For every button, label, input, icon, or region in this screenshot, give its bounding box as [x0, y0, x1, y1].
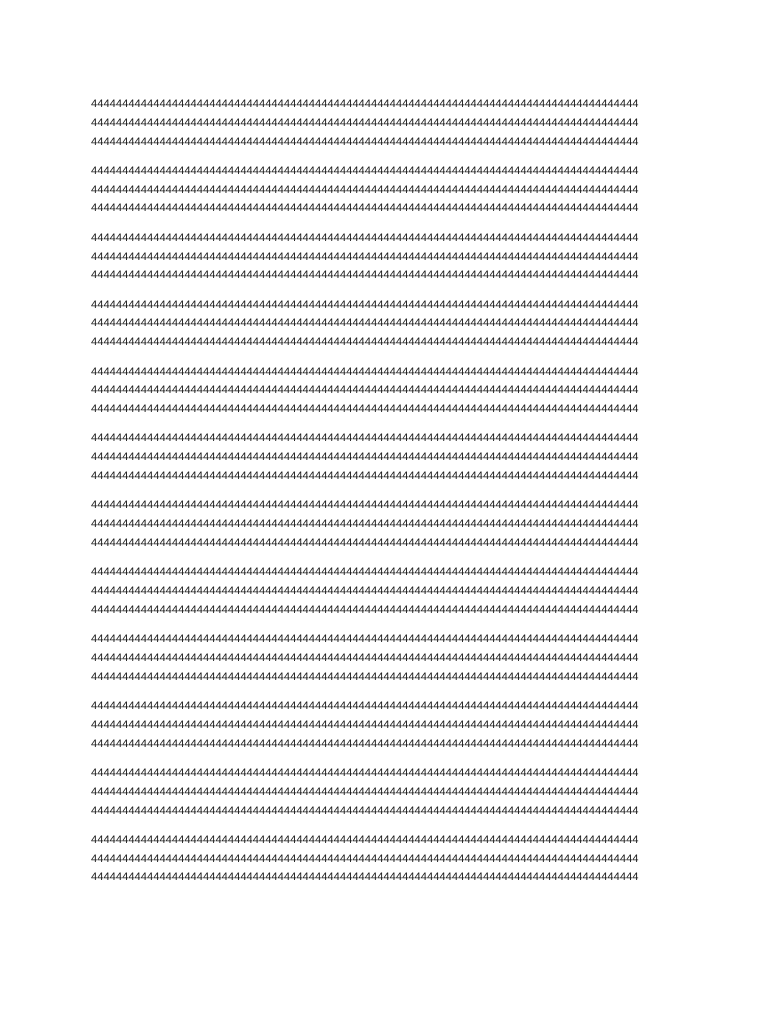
paragraph [91, 764, 691, 820]
text-line: 4444444444444444444444444444444444444444444444444444444444444444444444444444444444444444 [91, 852, 639, 865]
paragraph [91, 296, 691, 352]
paragraph [91, 697, 691, 753]
text-line: 4444444444444444444444444444444444444444444444444444444444444444444444444444444444444444 [91, 785, 639, 798]
text-line: 4444444444444444444444444444444444444444444444444444444444444444444444444444444444444444 [91, 499, 639, 512]
text-line: 4444444444444444444444444444444444444444444444444444444444444444444444444444444444444444 [91, 718, 639, 731]
paragraph [91, 363, 691, 419]
text-line: 4444444444444444444444444444444444444444444444444444444444444444444444444444444444444444 [91, 202, 639, 215]
text-line: 4444444444444444444444444444444444444444444444444444444444444444444444444444444444444444 [91, 365, 639, 378]
paragraph [91, 563, 691, 619]
text-line: 4444444444444444444444444444444444444444444444444444444444444444444444444444444444444444 [91, 585, 639, 598]
paragraph [91, 95, 691, 151]
paragraph [91, 429, 691, 485]
text-line: 4444444444444444444444444444444444444444444444444444444444444444444444444444444444444444 [91, 766, 639, 779]
text-line: 4444444444444444444444444444444444444444444444444444444444444444444444444444444444444444 [91, 384, 639, 397]
text-line: 4444444444444444444444444444444444444444444444444444444444444444444444444444444444444444 [91, 871, 639, 884]
text-line: 4444444444444444444444444444444444444444444444444444444444444444444444444444444444444444 [91, 317, 639, 330]
text-line: 4444444444444444444444444444444444444444444444444444444444444444444444444444444444444444 [91, 298, 639, 311]
paragraph [91, 162, 691, 218]
text-line: 4444444444444444444444444444444444444444444444444444444444444444444444444444444444444444 [91, 804, 639, 817]
paragraph [91, 496, 691, 552]
document-body [91, 95, 691, 898]
text-line: 4444444444444444444444444444444444444444444444444444444444444444444444444444444444444444 [91, 336, 639, 349]
text-line: 4444444444444444444444444444444444444444444444444444444444444444444444444444444444444444 [91, 737, 639, 750]
text-line: 4444444444444444444444444444444444444444444444444444444444444444444444444444444444444444 [91, 518, 639, 531]
text-line: 4444444444444444444444444444444444444444444444444444444444444444444444444444444444444444 [91, 651, 639, 664]
text-line: 4444444444444444444444444444444444444444444444444444444444444444444444444444444444444444 [91, 231, 639, 244]
text-line: 4444444444444444444444444444444444444444444444444444444444444444444444444444444444444444 [91, 98, 639, 110]
text-line: 4444444444444444444444444444444444444444444444444444444444444444444444444444444444444444 [91, 250, 639, 263]
text-line: 4444444444444444444444444444444444444444444444444444444444444444444444444444444444444444 [91, 633, 639, 646]
text-line: 4444444444444444444444444444444444444444444444444444444444444444444444444444444444444444 [91, 700, 639, 713]
paragraph [91, 831, 691, 887]
paragraph [91, 630, 691, 686]
text-line: 4444444444444444444444444444444444444444444444444444444444444444444444444444444444444444 [91, 403, 639, 416]
paragraph [91, 229, 691, 285]
text-line: 4444444444444444444444444444444444444444444444444444444444444444444444444444444444444444 [91, 470, 639, 483]
text-line: 4444444444444444444444444444444444444444444444444444444444444444444444444444444444444444 [91, 451, 639, 464]
text-line: 4444444444444444444444444444444444444444444444444444444444444444444444444444444444444444 [91, 536, 639, 549]
text-line: 4444444444444444444444444444444444444444444444444444444444444444444444444444444444444444 [91, 432, 639, 445]
text-line: 4444444444444444444444444444444444444444444444444444444444444444444444444444444444444444 [91, 833, 639, 846]
text-line: 4444444444444444444444444444444444444444444444444444444444444444444444444444444444444444 [91, 566, 639, 579]
text-line: 4444444444444444444444444444444444444444444444444444444444444444444444444444444444444444 [91, 183, 639, 196]
text-line: 4444444444444444444444444444444444444444444444444444444444444444444444444444444444444444 [91, 670, 639, 683]
text-line: 4444444444444444444444444444444444444444444444444444444444444444444444444444444444444444 [91, 164, 639, 177]
text-line: 4444444444444444444444444444444444444444444444444444444444444444444444444444444444444444 [91, 603, 639, 616]
text-line: 4444444444444444444444444444444444444444444444444444444444444444444444444444444444444444 [91, 135, 639, 148]
text-line: 4444444444444444444444444444444444444444444444444444444444444444444444444444444444444444 [91, 269, 639, 282]
text-line: 4444444444444444444444444444444444444444444444444444444444444444444444444444444444444444 [91, 116, 639, 129]
